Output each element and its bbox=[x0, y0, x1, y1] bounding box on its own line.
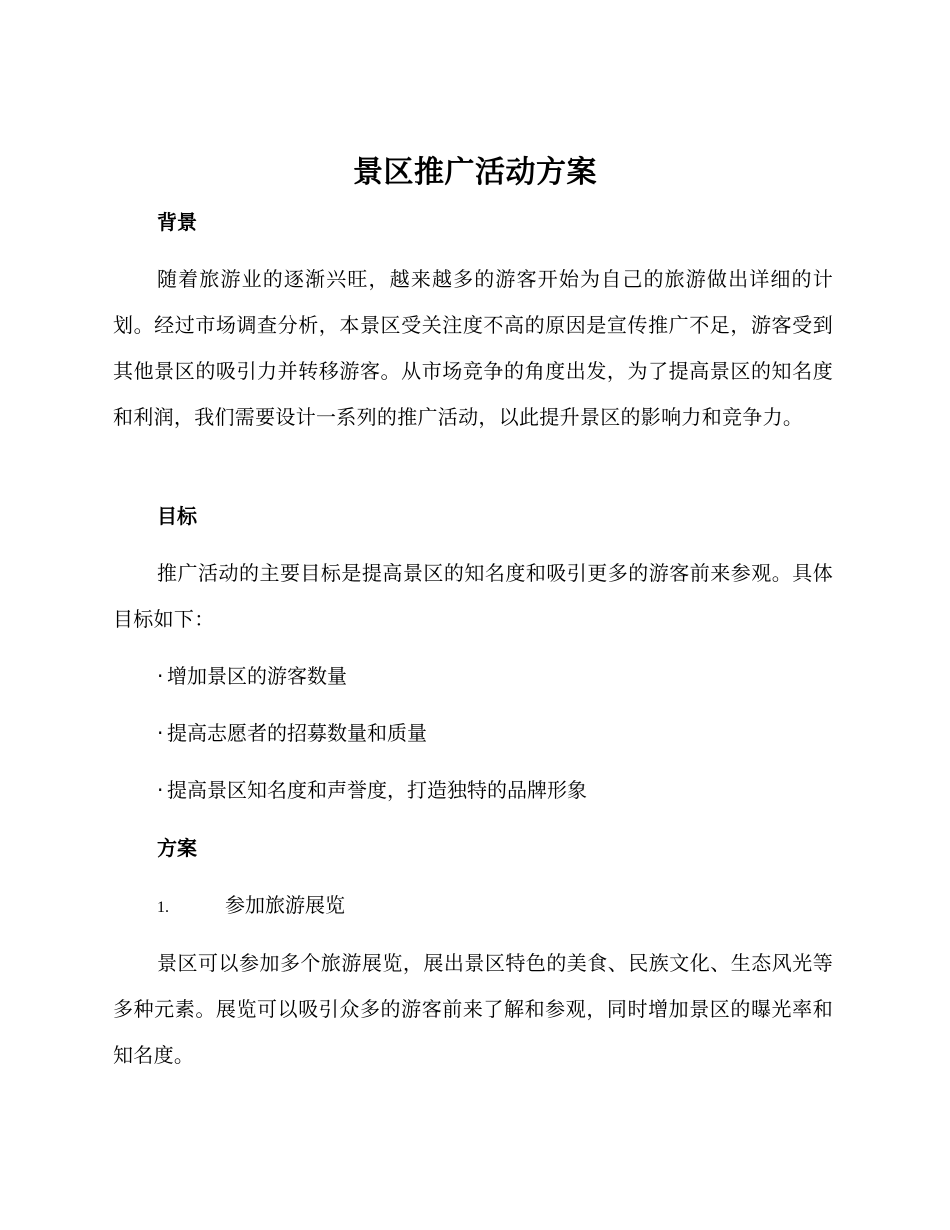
plan-item-label: 参加旅游展览 bbox=[225, 893, 345, 917]
background-paragraph: 随着旅游业的逐渐兴旺，越来越多的游客开始为自己的旅游做出详细的计划。经过市场调查分析，本景区受关注度不高的原因是宣传推广不足，游客受到其他景区的吸引力并转移游客。从市场竞争的角度出发，为了提高景区的知名度和利润，我们需要设计一系列的推广活动，以此提升景区的影响力和竞争力。 bbox=[113, 267, 833, 429]
section-heading-goals: 目标 bbox=[157, 504, 197, 528]
goal-bullet-item bbox=[157, 661, 347, 691]
goal-bullet-item bbox=[157, 775, 587, 805]
plan-numbered-item bbox=[157, 890, 345, 923]
goal-bullet-text: 增加景区的游客数量 bbox=[167, 664, 347, 688]
goals-paragraph: 推广活动的主要目标是提高景区的知名度和吸引更多的游客前来参观。具体目标如下： bbox=[113, 561, 833, 631]
goal-bullet-text: 提高景区知名度和声誉度，打造独特的品牌形象 bbox=[167, 778, 587, 802]
bullet-dot: · bbox=[157, 721, 164, 745]
bullet-dot: · bbox=[157, 778, 164, 802]
plan-item-number: 1. bbox=[157, 899, 169, 916]
bullet-dot: · bbox=[157, 664, 164, 688]
plan-item-paragraph: 景区可以参加多个旅游展览，展出景区特色的美食、民族文化、生态风光等多种元素。展览可以吸引众多的游客前来了解和参观，同时增加景区的曝光率和知名度。 bbox=[113, 951, 833, 1067]
section-heading-background: 背景 bbox=[157, 210, 197, 234]
section-heading-plan: 方案 bbox=[157, 836, 197, 860]
document-title: 景区推广活动方案 bbox=[353, 155, 597, 190]
goal-bullet-text: 提高志愿者的招募数量和质量 bbox=[167, 721, 427, 745]
goal-bullet-item bbox=[157, 718, 427, 748]
